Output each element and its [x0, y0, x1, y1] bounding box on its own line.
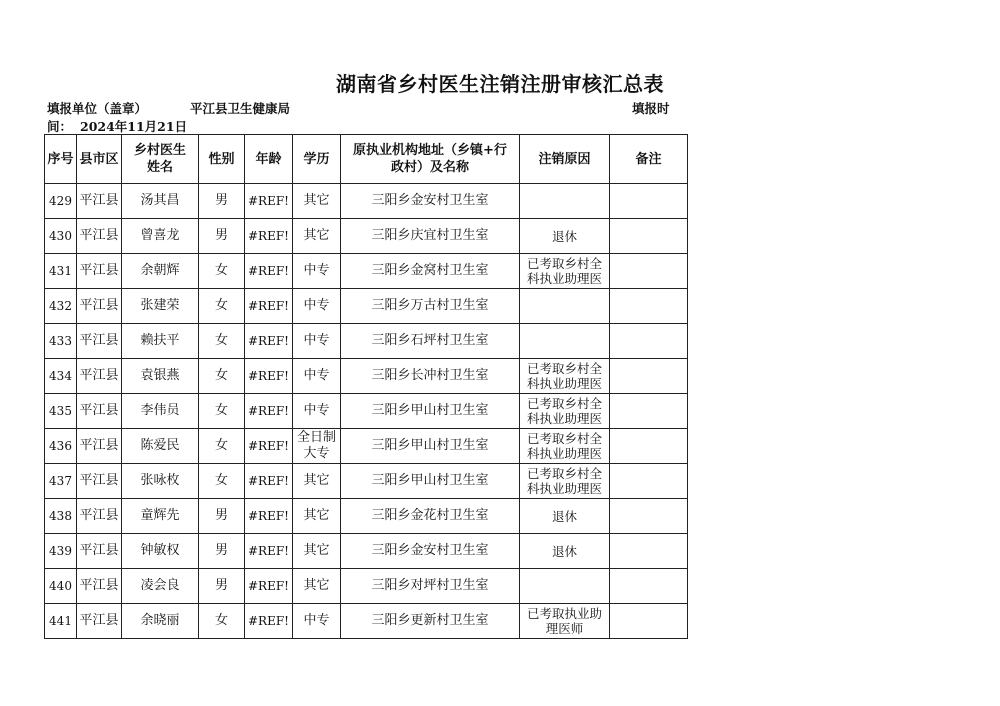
cell-county: 平江县: [77, 569, 122, 604]
cell-name: 凌会良: [122, 569, 199, 604]
cell-reason: [520, 184, 610, 219]
cell-gender: 男: [199, 219, 245, 254]
cell-seq: 436: [45, 429, 77, 464]
cell-age: #REF!: [245, 184, 293, 219]
fill-time-label: 填报时: [632, 101, 670, 116]
cell-education: [293, 464, 341, 499]
header-name-line2: 姓名: [146, 160, 173, 175]
cell-reason: [520, 394, 610, 429]
fill-date: 2024年11月21日: [80, 119, 188, 134]
header-address-line2: 政村）及名称: [390, 160, 469, 175]
cell-county: 平江县: [77, 394, 122, 429]
cell-education: [293, 324, 341, 359]
cell-address: 三阳乡金花村卫生室: [341, 499, 520, 534]
unit-value: 平江县卫生健康局: [190, 101, 291, 116]
reason-line2: 科执业助理医: [526, 376, 602, 391]
education-line1: 其它: [303, 193, 330, 208]
cell-seq: 434: [45, 359, 77, 394]
cell-age: #REF!: [245, 534, 293, 569]
cell-county: 平江县: [77, 254, 122, 289]
education-line1: 中专: [303, 403, 330, 418]
header-seq: 序号: [45, 135, 77, 184]
cell-county: 平江县: [77, 499, 122, 534]
table-row: [45, 219, 688, 254]
education-line1: 其它: [303, 228, 330, 243]
education-line1: 中专: [303, 333, 330, 348]
header-row: [45, 135, 688, 184]
cell-education: [293, 394, 341, 429]
cell-gender: 男: [199, 184, 245, 219]
cell-education: [293, 219, 341, 254]
table-row: [45, 604, 688, 639]
cell-seq: 439: [45, 534, 77, 569]
header-name: [122, 135, 199, 184]
cell-age: #REF!: [245, 359, 293, 394]
table-row: [45, 394, 688, 429]
cell-note: [610, 394, 688, 429]
cell-reason: [520, 254, 610, 289]
education-line1: 中专: [303, 613, 330, 628]
cell-seq: 437: [45, 464, 77, 499]
cell-gender: 女: [199, 254, 245, 289]
header-name-line1: 乡村医生: [133, 143, 186, 158]
cell-age: #REF!: [245, 324, 293, 359]
table-row: [45, 499, 688, 534]
reason-line1: 已考取乡村全: [526, 361, 602, 376]
cell-name: 张建荣: [122, 289, 199, 324]
reason-line1: 已考取乡村全: [526, 396, 602, 411]
cell-note: [610, 534, 688, 569]
table-row: [45, 184, 688, 219]
cell-note: [610, 464, 688, 499]
education-line1: 全日制: [296, 430, 336, 445]
table-row: [45, 429, 688, 464]
cell-address: 三阳乡金安村卫生室: [341, 534, 520, 569]
cell-seq: 432: [45, 289, 77, 324]
cell-name: 李伟员: [122, 394, 199, 429]
cell-note: [610, 254, 688, 289]
cell-gender: 女: [199, 324, 245, 359]
cell-seq: 438: [45, 499, 77, 534]
reason-line1: 退休: [551, 543, 577, 559]
header-age: 年龄: [245, 135, 293, 184]
cell-education: [293, 254, 341, 289]
cell-seq: 441: [45, 604, 77, 639]
header-address: [341, 135, 520, 184]
reason-line2: 理医师: [545, 621, 584, 636]
reason-line2: 科执业助理医: [526, 411, 602, 426]
table-row: [45, 569, 688, 604]
cell-note: [610, 359, 688, 394]
table-row: [45, 464, 688, 499]
cell-education: [293, 569, 341, 604]
reason-line1: 已考取乡村全: [526, 256, 602, 271]
cell-seq: 435: [45, 394, 77, 429]
reason-line1: 已考取执业助: [526, 606, 602, 621]
cell-county: 平江县: [77, 464, 122, 499]
reason-line1: 已考取乡村全: [526, 466, 602, 481]
table-row: [45, 289, 688, 324]
cell-age: #REF!: [245, 569, 293, 604]
cell-name: 陈爱民: [122, 429, 199, 464]
cell-gender: 女: [199, 359, 245, 394]
cell-county: 平江县: [77, 324, 122, 359]
cell-name: 汤其昌: [122, 184, 199, 219]
cell-seq: 433: [45, 324, 77, 359]
cell-age: #REF!: [245, 429, 293, 464]
cell-reason: [520, 359, 610, 394]
cell-address: 三阳乡甲山村卫生室: [341, 394, 520, 429]
education-line1: 其它: [303, 473, 330, 488]
cell-gender: 女: [199, 289, 245, 324]
table-row: [45, 534, 688, 569]
cell-reason: [520, 324, 610, 359]
cell-note: [610, 569, 688, 604]
reason-line2: 科执业助理医: [526, 446, 602, 461]
education-line1: 其它: [303, 578, 330, 593]
reason-line2: 科执业助理医: [526, 271, 602, 286]
cell-reason: [520, 429, 610, 464]
cell-address: 三阳乡对坪村卫生室: [341, 569, 520, 604]
cell-county: 平江县: [77, 289, 122, 324]
cell-gender: 男: [199, 569, 245, 604]
cell-education: [293, 534, 341, 569]
fill-time-label-cont: 间：: [47, 119, 73, 134]
header-note: 备注: [610, 135, 688, 184]
education-line1: 其它: [303, 508, 330, 523]
cell-gender: 女: [199, 604, 245, 639]
header-reason: 注销原因: [520, 135, 610, 184]
cell-county: 平江县: [77, 604, 122, 639]
cell-age: #REF!: [245, 254, 293, 289]
table-row: [45, 359, 688, 394]
education-line2: 大专: [303, 446, 330, 461]
cell-address: 三阳乡长冲村卫生室: [341, 359, 520, 394]
cell-seq: 429: [45, 184, 77, 219]
header-county: 县市区: [77, 135, 122, 184]
cell-county: 平江县: [77, 184, 122, 219]
cell-note: [610, 604, 688, 639]
cell-gender: 女: [199, 464, 245, 499]
page-title: 湖南省乡村医生注销注册审核汇总表: [336, 72, 664, 96]
cell-reason: [520, 534, 610, 569]
cell-seq: 431: [45, 254, 77, 289]
cell-name: 赖扶平: [122, 324, 199, 359]
education-line1: 中专: [303, 298, 330, 313]
reason-line1: 退休: [551, 508, 577, 524]
cell-name: 袁银燕: [122, 359, 199, 394]
cell-reason: [520, 604, 610, 639]
cell-address: 三阳乡甲山村卫生室: [341, 429, 520, 464]
cell-education: [293, 499, 341, 534]
header-address-line1: 原执业机构地址（乡镇+行: [353, 143, 507, 158]
cell-reason: [520, 464, 610, 499]
cell-age: #REF!: [245, 219, 293, 254]
reason-line1: 退休: [551, 228, 577, 244]
cell-address: 三阳乡庆宜村卫生室: [341, 219, 520, 254]
education-line1: 中专: [303, 263, 330, 278]
cell-seq: 430: [45, 219, 77, 254]
cell-note: [610, 184, 688, 219]
cell-county: 平江县: [77, 219, 122, 254]
cell-note: [610, 324, 688, 359]
table-row: [45, 254, 688, 289]
cell-age: #REF!: [245, 499, 293, 534]
cell-note: [610, 219, 688, 254]
cell-seq: 440: [45, 569, 77, 604]
summary-table: [44, 134, 688, 639]
cell-address: 三阳乡石坪村卫生室: [341, 324, 520, 359]
cell-reason: [520, 499, 610, 534]
header-gender: 性别: [199, 135, 245, 184]
cell-reason: [520, 569, 610, 604]
cell-name: 童辉先: [122, 499, 199, 534]
cell-address: 三阳乡万古村卫生室: [341, 289, 520, 324]
education-line1: 其它: [303, 543, 330, 558]
cell-name: 曾喜龙: [122, 219, 199, 254]
cell-age: #REF!: [245, 604, 293, 639]
cell-reason: [520, 219, 610, 254]
cell-address: 三阳乡甲山村卫生室: [341, 464, 520, 499]
cell-note: [610, 289, 688, 324]
reason-line2: 科执业助理医: [526, 481, 602, 496]
cell-address: 三阳乡金安村卫生室: [341, 184, 520, 219]
cell-name: 余朝辉: [122, 254, 199, 289]
unit-label: 填报单位（盖章）: [47, 101, 148, 116]
cell-education: [293, 359, 341, 394]
cell-gender: 男: [199, 534, 245, 569]
cell-gender: 男: [199, 499, 245, 534]
cell-county: 平江县: [77, 534, 122, 569]
cell-gender: 女: [199, 429, 245, 464]
reason-line1: 已考取乡村全: [526, 431, 602, 446]
table-row: [45, 324, 688, 359]
cell-age: #REF!: [245, 394, 293, 429]
cell-age: #REF!: [245, 289, 293, 324]
cell-education: [293, 604, 341, 639]
cell-address: 三阳乡更新村卫生室: [341, 604, 520, 639]
cell-note: [610, 429, 688, 464]
cell-county: 平江县: [77, 359, 122, 394]
cell-gender: 女: [199, 394, 245, 429]
cell-address: 三阳乡金窝村卫生室: [341, 254, 520, 289]
cell-name: 钟敏权: [122, 534, 199, 569]
header-education: 学历: [293, 135, 341, 184]
cell-note: [610, 499, 688, 534]
cell-education: [293, 184, 341, 219]
cell-reason: [520, 289, 610, 324]
cell-name: 余晓丽: [122, 604, 199, 639]
education-line1: 中专: [303, 368, 330, 383]
cell-county: 平江县: [77, 429, 122, 464]
cell-age: #REF!: [245, 464, 293, 499]
cell-name: 张咏枚: [122, 464, 199, 499]
cell-education: [293, 289, 341, 324]
cell-education: [293, 429, 341, 464]
